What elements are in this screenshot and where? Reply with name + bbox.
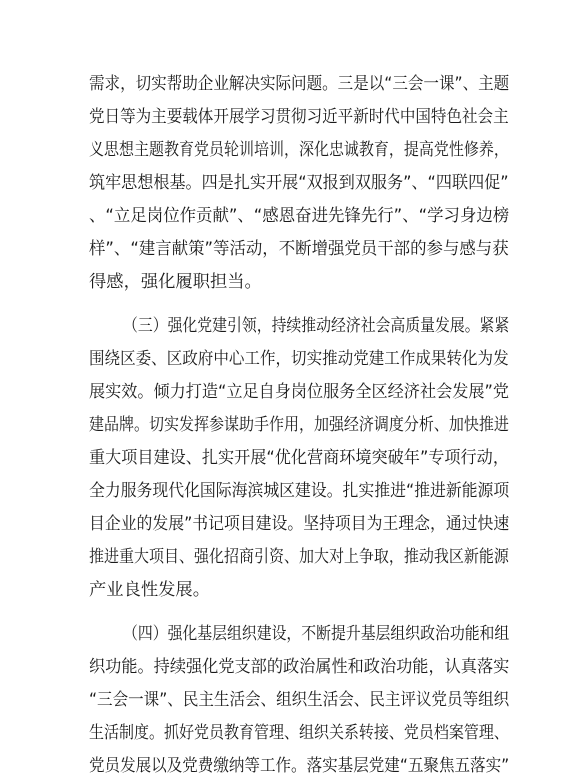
text-line: 需求，切实帮助企业解决实际问题。三是以“三会一课”、主题 — [89, 74, 510, 94]
text-line: 生活制度。抓好党员教育管理、组织关系转接、党员档案管理、 — [89, 723, 509, 743]
text-line: 义思想主题教育党员轮训培训，深化忠诚教育，提高党性修养， — [89, 140, 509, 160]
text-line: 重大项目建设、扎实开展“优化营商环境突破年”专项行动， — [89, 448, 509, 468]
section-3-heading-line: （三）强化党建引领，持续推动经济社会高质量发展。紧紧 — [123, 316, 510, 336]
text-line: 围绕区委、区政府中心工作，切实推动党建工作成果转化为发 — [89, 349, 509, 369]
text-line: 产业良性发展。 — [89, 580, 210, 600]
text-line: 、“立足岗位作贡献”、“感恩奋进先锋先行”、“学习身边榜 — [89, 206, 510, 226]
text-line: 目企业的发展”书记项目建设。坚持项目为王理念，通过快速 — [89, 514, 510, 534]
text-line: 展实效。倾力打造“立足自身岗位服务全区经济社会发展”党 — [89, 382, 509, 402]
text-line: 党日等为主要载体开展学习贯彻习近平新时代中国特色社会主 — [89, 107, 509, 127]
text-line: 全力服务现代化国际海滨城区建设。扎实推进“推进新能源项 — [89, 481, 510, 501]
text-line: 织功能。持续强化党支部的政治属性和政治功能，认真落实 — [89, 657, 510, 677]
text-line: “三会一课”、民主生活会、组织生活会、民主评议党员等组织 — [89, 690, 510, 710]
text-line: 样”、“建言献策”等活动，不断增强党员干部的参与感与获 — [89, 239, 509, 259]
text-line: 得感，强化履职担当。 — [89, 272, 262, 292]
text-line: 筑牢思想根基。四是扎实开展“双报到双服务”、“四联四促” — [89, 173, 509, 193]
text-line: 建品牌。切实发挥参谋助手作用，加强经济调度分析、加快推进 — [89, 415, 509, 435]
text-line: 推进重大项目、强化招商引资、加大对上争取，推动我区新能源 — [89, 547, 509, 567]
section-4-heading-line: （四）强化基层组织建设，不断提升基层组织政治功能和组 — [123, 624, 510, 644]
text-line: 党员发展以及党费缴纳等工作。落实基层党建“五聚焦五落实” — [89, 756, 510, 776]
